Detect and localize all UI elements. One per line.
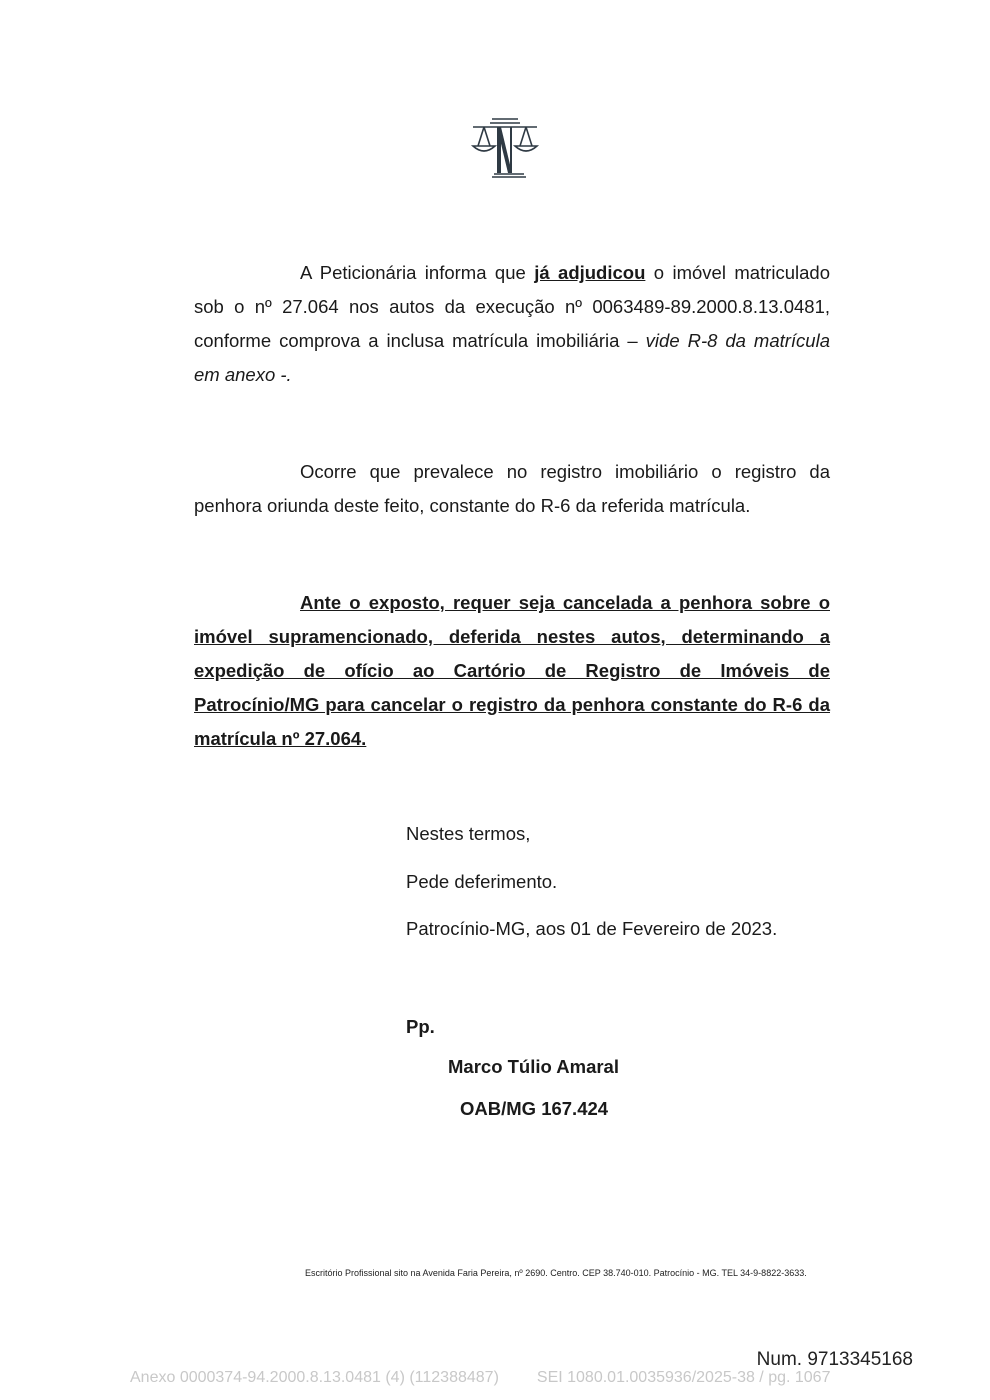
- paragraph-adjudication: [194, 256, 830, 392]
- law-firm-logo-icon: [470, 116, 540, 178]
- annex-stamp: [130, 1369, 868, 1387]
- office-address: Escritório Profissional sito na Avenida Faria Pereira, nº 2690. Centro. CEP 38.740-010. Patrocínio - MG. TEL 34-9-8822-3633.: [305, 1268, 807, 1278]
- annex-reference: Anexo 0000374-94.2000.8.13.0481 (4) (112388487): [130, 1369, 499, 1386]
- paragraph-request: [194, 586, 830, 756]
- signature-pp: Pp.: [406, 1016, 435, 1037]
- p1-emphasis: já adjudicou: [534, 262, 646, 283]
- p1-italic: vide R-8 da matrícula em anexo -.: [194, 330, 830, 385]
- paragraph-registry: [194, 455, 830, 523]
- closing-terms: Nestes termos,: [406, 823, 531, 844]
- closing-place-date: Patrocínio-MG, aos 01 de Fevereiro de 2023.: [406, 918, 778, 939]
- p2-text: Ocorre que prevalece no registro imobiliário o registro da penhora oriunda deste feito, constante do R-6 da referida matrícula.: [194, 461, 830, 516]
- p1-middle: o imóvel matriculado sob o nº 27.064 nos autos da execução nº 0063489-89.2000.8.13.0481, conforme comprova a inclusa matrícula imobiliária –: [194, 262, 830, 351]
- signature-oab: OAB/MG 167.424: [460, 1098, 609, 1119]
- p1-before: A Peticionária informa que: [300, 262, 535, 283]
- signature-name: Marco Túlio Amaral: [448, 1056, 619, 1077]
- p3-text: Ante o exposto, requer seja cancelada a penhora sobre o imóvel supramencionado, deferida nestes autos, determinando a expedição de ofício ao Cartório de Registro de Imóveis de Patrocínio/MG para cancelar o registro da penhora constante do R-6 da matrícula nº 27.064.: [194, 592, 830, 749]
- sei-reference: SEI 1080.01.0035936/2025-38 / pg. 1067: [536, 1369, 831, 1386]
- document-number: Num. 9713345168: [756, 1349, 913, 1370]
- closing-request: Pede deferimento.: [406, 871, 558, 892]
